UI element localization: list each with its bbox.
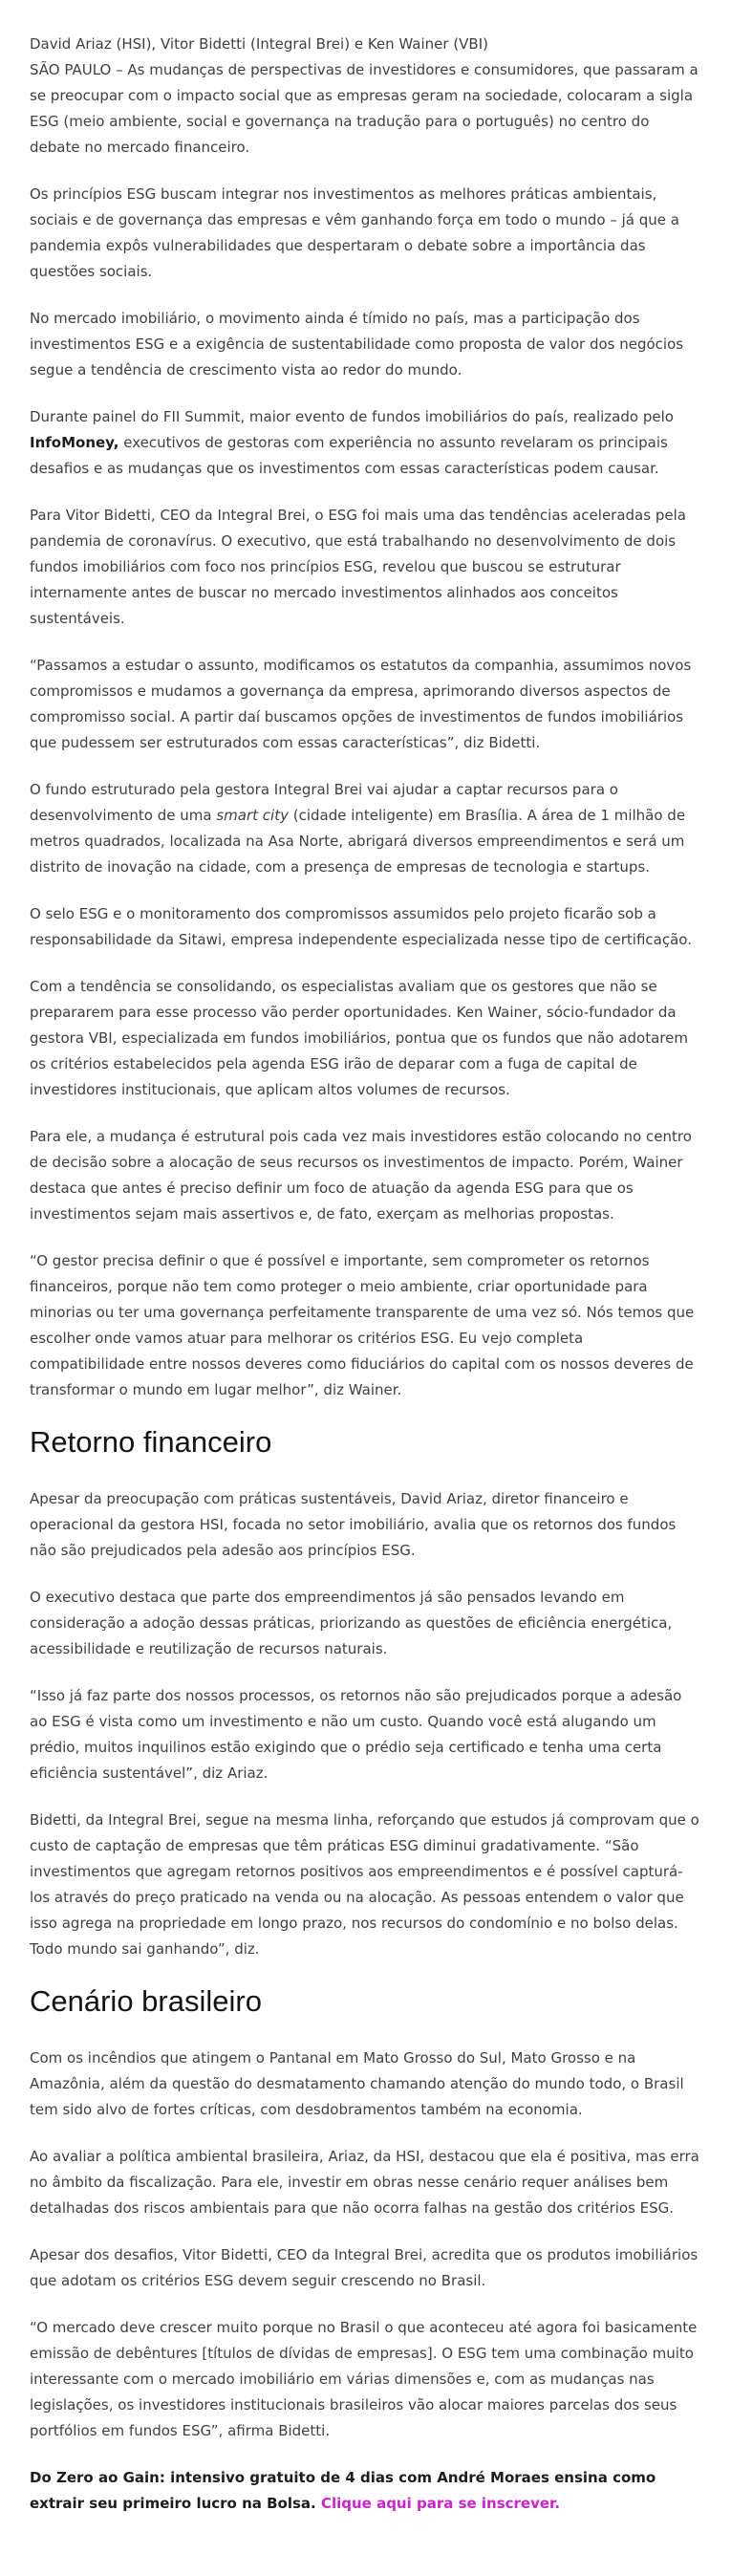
section-heading-retorno-financeiro: Retorno financeiro	[30, 1425, 272, 1459]
paragraph-painel-text-post: executivos de gestoras com experiência no assunto revelaram os principais desafios e as mudanças que os investimentos com essas características podem causar.	[30, 434, 668, 477]
subscribe-link[interactable]: Clique aqui para se inscrever.	[320, 2495, 561, 2512]
paragraph-bidetti-custo-captacao: Bidetti, da Integral Brei, segue na mesma linha, reforçando que estudos já comprovam que o custo de captação de empresas que têm práticas ESG diminui gradativamente. “São investimentos que agregam retornos positivos aos empreendimentos e é possível capturá-los através do preço praticado na venda ou na alocação. As pessoas entendem o valor que isso agrega na propriedade em longo prazo, nos recursos do condomínio e no bolso delas. Todo mundo sai ganhando”, diz.	[30, 1811, 699, 1958]
paragraph-apesar-preocupacao: Apesar da preocupação com práticas sustentáveis, David Ariaz, diretor financeiro e operacional da gestora HSI, focada no setor imobiliário, avalia que os retornos dos fundos não são prejudicados pela adesão aos princípios ESG.	[30, 1490, 677, 1559]
paragraph-quote-mercado-crescer: “O mercado deve crescer muito porque no Brasil o que aconteceu até agora foi basicamente emissão de debêntures [títulos de dívidas de empresas]. O ESG tem uma combinação muito interessante com o mercado imobiliário em várias dimensões e, com as mudanças nas legislações, os investidores institucionais brasileiros vão alocar maiores parcelas dos seus portfólios em fundos ESG”, afirma Bidetti.	[30, 2319, 698, 2439]
promo-paragraph	[30, 2465, 702, 2517]
paragraph-painel-text-pre: Durante painel do FII Summit, maior evento de fundos imobiliários do país, realizado pelo	[30, 408, 674, 425]
paragraph-quote-bidetti: “Passamos a estudar o assunto, modificamos os estatutos da companhia, assumimos novos compromissos e mudamos a governança da empresa, aprimorando diversos aspectos de compromisso social. A partir daí buscamos opções de investimentos de fundos imobiliários que pudessem ser estruturados com essas características”, diz Bidetti.	[30, 657, 692, 751]
paragraph-tendencia-consolidando: Com a tendência se consolidando, os especialistas avaliam que os gestores que não se prepararem para esse processo vão perder oportunidades. Ken Wainer, sócio-fundador da gestora VBI, especializada em fundos imobiliários, pontua que os fundos que não adotarem os critérios estabelecidos pela agenda ESG irão de deparar com a fuga de capital de investidores institucionais, que aplicam altos volumes de recursos.	[30, 978, 688, 1098]
promo-bold-text: Do Zero ao Gain: intensivo gratuito de 4 dias com André Moraes ensina como extrair seu primeiro lucro na Bolsa.	[30, 2469, 656, 2512]
paragraph-intro: SÃO PAULO – As mudanças de perspectivas de investidores e consumidores, que passaram a se preocupar com o impacto social que as empresas geram na sociedade, colocaram a sigla ESG (meio ambiente, social e governança na tradução para o português) no centro do debate no mercado financeiro.	[30, 61, 699, 156]
paragraph-fundo-smart-city	[30, 777, 702, 880]
paragraph-selo-esg: O selo ESG e o monitoramento dos compromissos assumidos pelo projeto ficarão sob a responsabilidade da Sitawi, empresa independente especializada nesse tipo de certificação.	[30, 905, 692, 948]
paragraph-quote-ariaz: “Isso já faz parte dos nossos processos, os retornos não são prejudicados porque a adesão ao ESG é vista como um investimento e não um custo. Quando você está alugando um prédio, muitos inquilinos estão exigindo que o prédio seja certificado e tenha uma certa eficiência sustentável”, diz Ariaz.	[30, 1687, 682, 1782]
paragraph-fundo-text-pre: O fundo estruturado pela gestora Integral Brei vai ajudar a captar recursos para o desenvolvimento de uma	[30, 781, 618, 824]
paragraph-fundo-text-post: (cidade inteligente) em Brasília. A área de 1 milhão de metros quadrados, localizada na Asa Norte, abrigará diversos empreendimentos e será um distrito de inovação na cidade, com a presença de empresas de tecnologia e startups.	[30, 807, 686, 876]
infomoney-brand-text: InfoMoney,	[30, 434, 119, 451]
paragraph-painel-fii-summit	[30, 404, 702, 482]
paragraph-apesar-desafios: Apesar dos desafios, Vitor Bidetti, CEO da Integral Brei, acredita que os produtos imobiliários que adotam os critérios ESG devem seguir crescendo no Brasil.	[30, 2246, 699, 2289]
paragraph-mercado-imobiliario: No mercado imobiliário, o movimento ainda é tímido no país, mas a participação dos investimentos ESG e a exigência de sustentabilidade como proposta de valor dos negócios segue a tendência de crescimento vista ao redor do mundo.	[30, 310, 684, 379]
paragraph-principios-esg: Os princípios ESG buscam integrar nos investimentos as melhores práticas ambientais, sociais e de governança das empresas e vêm ganhando força em todo o mundo – já que a pandemia expôs vulnerabilidades que despertaram o debate sobre a importância das questões sociais.	[30, 185, 679, 280]
smart-city-italic-text: smart city	[216, 807, 289, 824]
paragraph-politica-ambiental: Ao avaliar a política ambiental brasileira, Ariaz, da HSI, destacou que ela é positiva, mas erra no âmbito da fiscalização. Para ele, investir em obras nesse cenário requer análises bem detalhadas dos riscos ambientais para que não ocorra falhas na gestão dos critérios ESG.	[30, 2148, 699, 2217]
section-heading-cenario-brasileiro: Cenário brasileiro	[30, 1984, 262, 2018]
paragraph-mudanca-estrutural: Para ele, a mudança é estrutural pois cada vez mais investidores estão colocando no centro de decisão sobre a alocação de seus recursos os investimentos de impacto. Porém, Wainer destaca que antes é preciso definir um foco de atuação da agenda ESG para que os investimentos sejam mais assertivos e, de fato, exerçam as melhorias propostas.	[30, 1128, 692, 1223]
paragraph-incendios-pantanal: Com os incêndios que atingem o Pantanal em Mato Grosso do Sul, Mato Grosso e na Amazônia, além da questão do desmatamento chamando atenção do mundo todo, o Brasil tem sido alvo de fortes críticas, com desdobramentos também na economia.	[30, 2049, 684, 2118]
paragraph-quote-wainer: “O gestor precisa definir o que é possível e importante, sem comprometer os retornos financeiros, porque não tem como proteger o meio ambiente, criar oportunidade para minorias ou ter uma governança perfeitamente transparente de uma vez só. Nós temos que escolher onde vamos atuar para melhorar os critérios ESG. Eu vejo completa compatibilidade entre nossos deveres como fiduciários do capital com os nossos deveres de transformar o mundo em lugar melhor”, diz Wainer.	[30, 1252, 695, 1398]
paragraph-executivo-destaca: O executivo destaca que parte dos empreendimentos já são pensados levando em consideração a adoção dessas práticas, priorizando as questões de eficiência energética, acessibilidade e reutilização de recursos naturais.	[30, 1589, 673, 1657]
byline: David Ariaz (HSI), Vitor Bidetti (Integral Brei) e Ken Wainer (VBI)	[30, 35, 488, 53]
paragraph-bidetti-tendencia: Para Vitor Bidetti, CEO da Integral Brei, o ESG foi mais uma das tendências aceleradas pela pandemia de coronavírus. O executivo, que está trabalhando no desenvolvimento de dois fundos imobiliários com foco nos princípios ESG, revelou que buscou se estruturar internamente antes de buscar no mercado investimentos alinhados aos conceitos sustentáveis.	[30, 507, 686, 627]
